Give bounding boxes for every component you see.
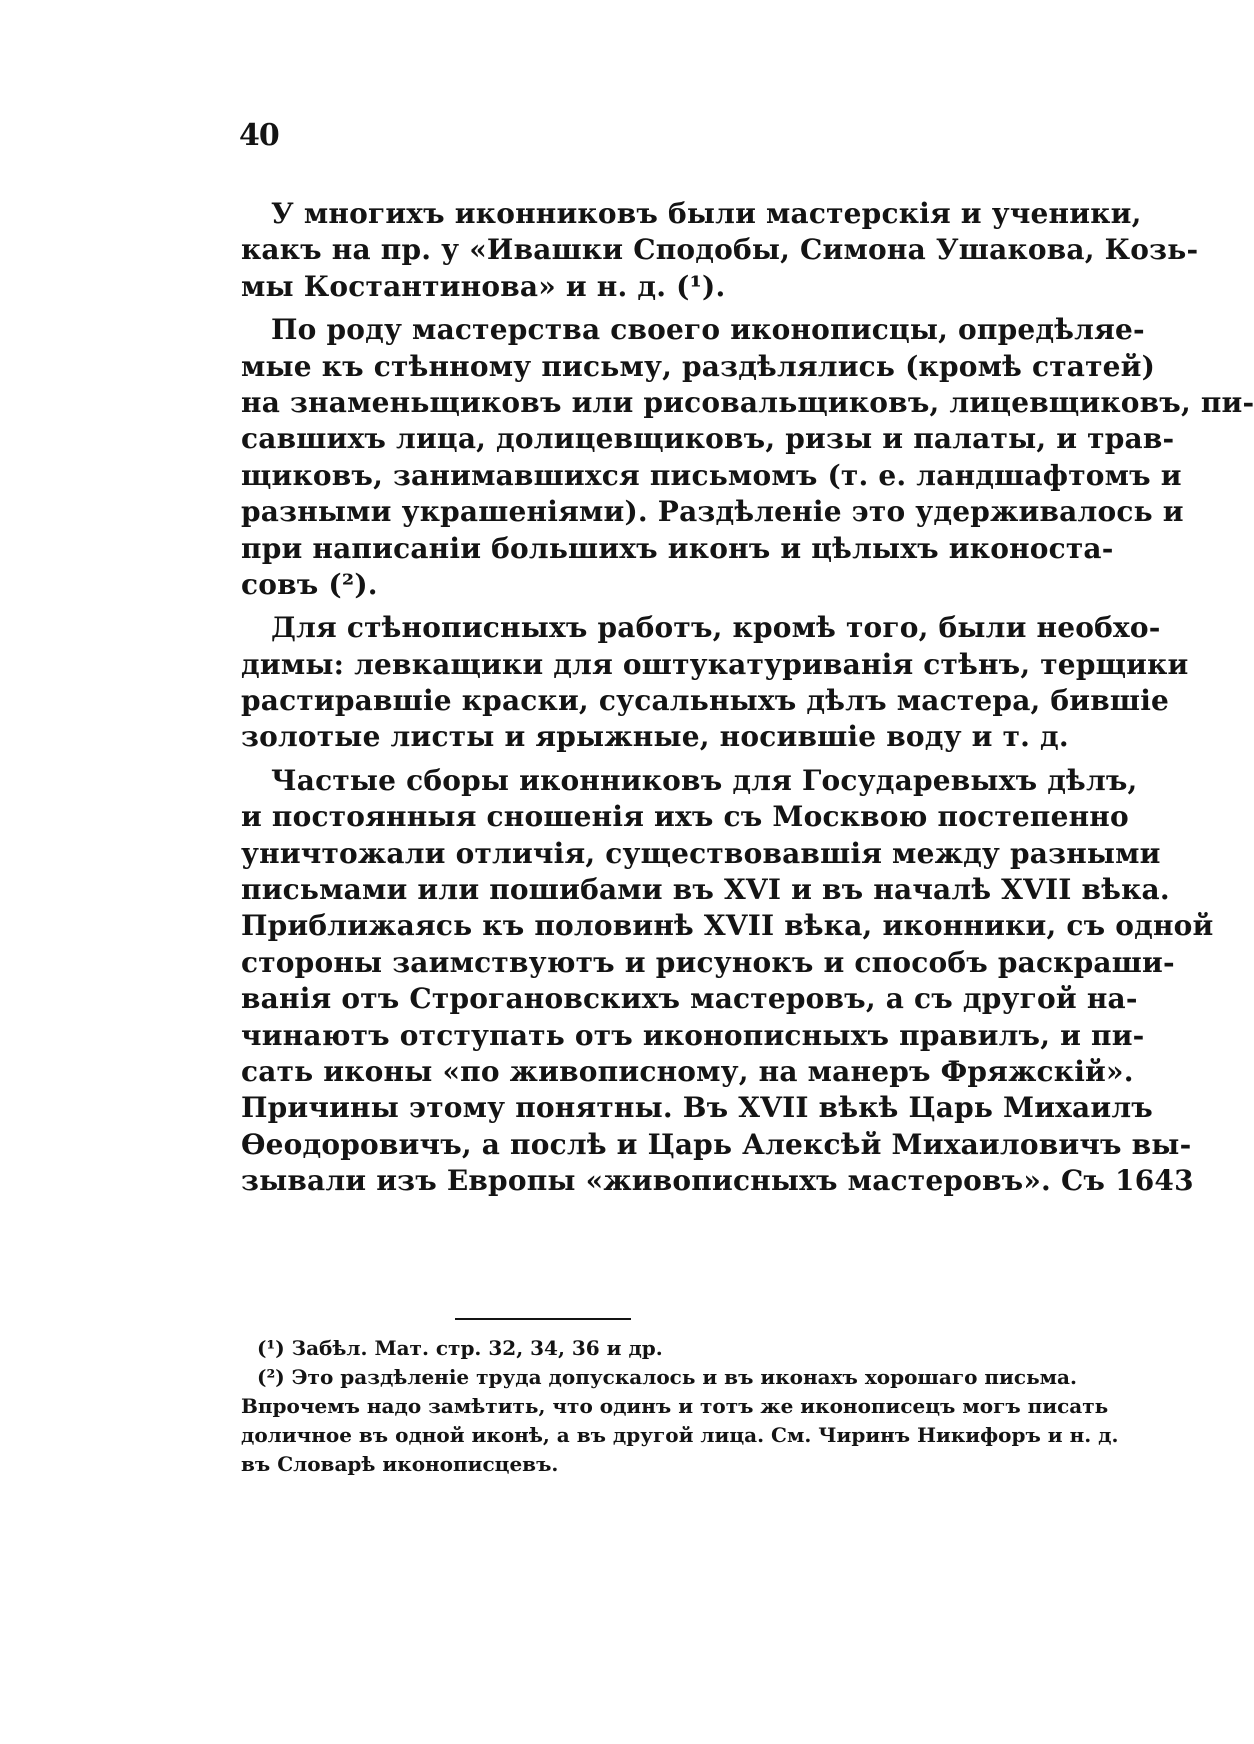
text-line: какъ на пр. у «Ивашки Сподобы, Симона Ушакова, Козь- [241, 233, 1199, 267]
text-line: По роду мастерства своего иконописцы, опредѣляе- [271, 313, 1145, 347]
text-line: уничтожали отличія, существовавшія между разными [241, 836, 1161, 870]
footnote-divider [455, 1318, 631, 1320]
text-line: савшихъ лица, долицевщиковъ, ризы и палаты, и трав- [241, 422, 1175, 456]
footnote-line: (²) Это раздѣленіе труда допускалось и въ иконахъ хорошаго письма. [257, 1365, 1077, 1389]
text-line: щиковъ, занимавшихся письмомъ (т. е. ландшафтомъ и [241, 458, 1182, 492]
text-line: мые къ стѣнному письму, раздѣлялись (кромѣ статей) [241, 349, 1156, 383]
text-line: при написаніи большихъ иконъ и цѣлыхъ иконоста- [241, 531, 1114, 565]
text-line: ванія отъ Строгановскихъ мастеровъ, а съ другой на- [241, 982, 1138, 1016]
text-line: зывали изъ Европы «живописныхъ мастеровъ». Съ 1643 [241, 1164, 1194, 1198]
text-line: Для стѣнописныхъ работъ, кромѣ того, были необхо- [271, 611, 1161, 645]
text-line: золотые листы и ярыжные, носившіе воду и т. д. [241, 720, 1069, 754]
text-line: разными украшеніями). Раздѣленіе это удерживалось и [241, 495, 1184, 529]
text-line: Частые сборы иконниковъ для Государевыхъ дѣлъ, [271, 763, 1138, 797]
text-line: Приближаясь къ половинѣ XVII вѣка, иконники, съ одной [241, 909, 1214, 943]
text-line: Причины этому понятны. Въ XVII вѣкѣ Царь Михаилъ [241, 1091, 1153, 1125]
text-line: димы: левкащики для оштукатуриванія стѣнъ, терщики [241, 647, 1189, 681]
footnotes [241, 1334, 1119, 1479]
footnote-line: Впрочемъ надо замѣтить, что одинъ и тотъ же иконописецъ могъ писать [241, 1394, 1109, 1418]
footnote-line: доличное въ одной иконѣ, а въ другой лица. См. Чиринъ Никифоръ и н. д. [241, 1423, 1119, 1447]
text-line: совъ (²). [241, 567, 378, 601]
text-line: растиравшіе краски, сусальныхъ дѣлъ мастера, бившіе [241, 684, 1170, 718]
page-number: 40 [239, 118, 279, 153]
footnote-line: (¹) Забѣл. Мат. стр. 32, 34, 36 и др. [257, 1336, 663, 1360]
text-line: Ѳеодоровичъ, а послѣ и Царь Алексѣй Михаиловичъ вы- [241, 1127, 1192, 1161]
text-line: сать иконы «по живописному, на манеръ Фряжскій». [241, 1054, 1134, 1088]
text-line: чинаютъ отступать отъ иконописныхъ правилъ, и пи- [241, 1018, 1145, 1052]
main-text [241, 196, 1254, 1200]
text-line: и постоянныя сношенія ихъ съ Москвою постепенно [241, 800, 1129, 834]
text-line: У многихъ иконниковъ были мастерскія и ученики, [271, 197, 1142, 230]
text-line: письмами или пошибами въ XVI и въ началѣ XVII вѣка. [241, 873, 1170, 907]
text-line: мы Костантинова» и н. д. (¹). [241, 269, 726, 303]
footnote-line: въ Словарѣ иконописцевъ. [241, 1452, 559, 1476]
text-line: на знаменьщиковъ или рисовальщиковъ, лицевщиковъ, пи- [241, 385, 1254, 419]
text-line: стороны заимствуютъ и рисунокъ и способъ раскраши- [241, 945, 1175, 979]
